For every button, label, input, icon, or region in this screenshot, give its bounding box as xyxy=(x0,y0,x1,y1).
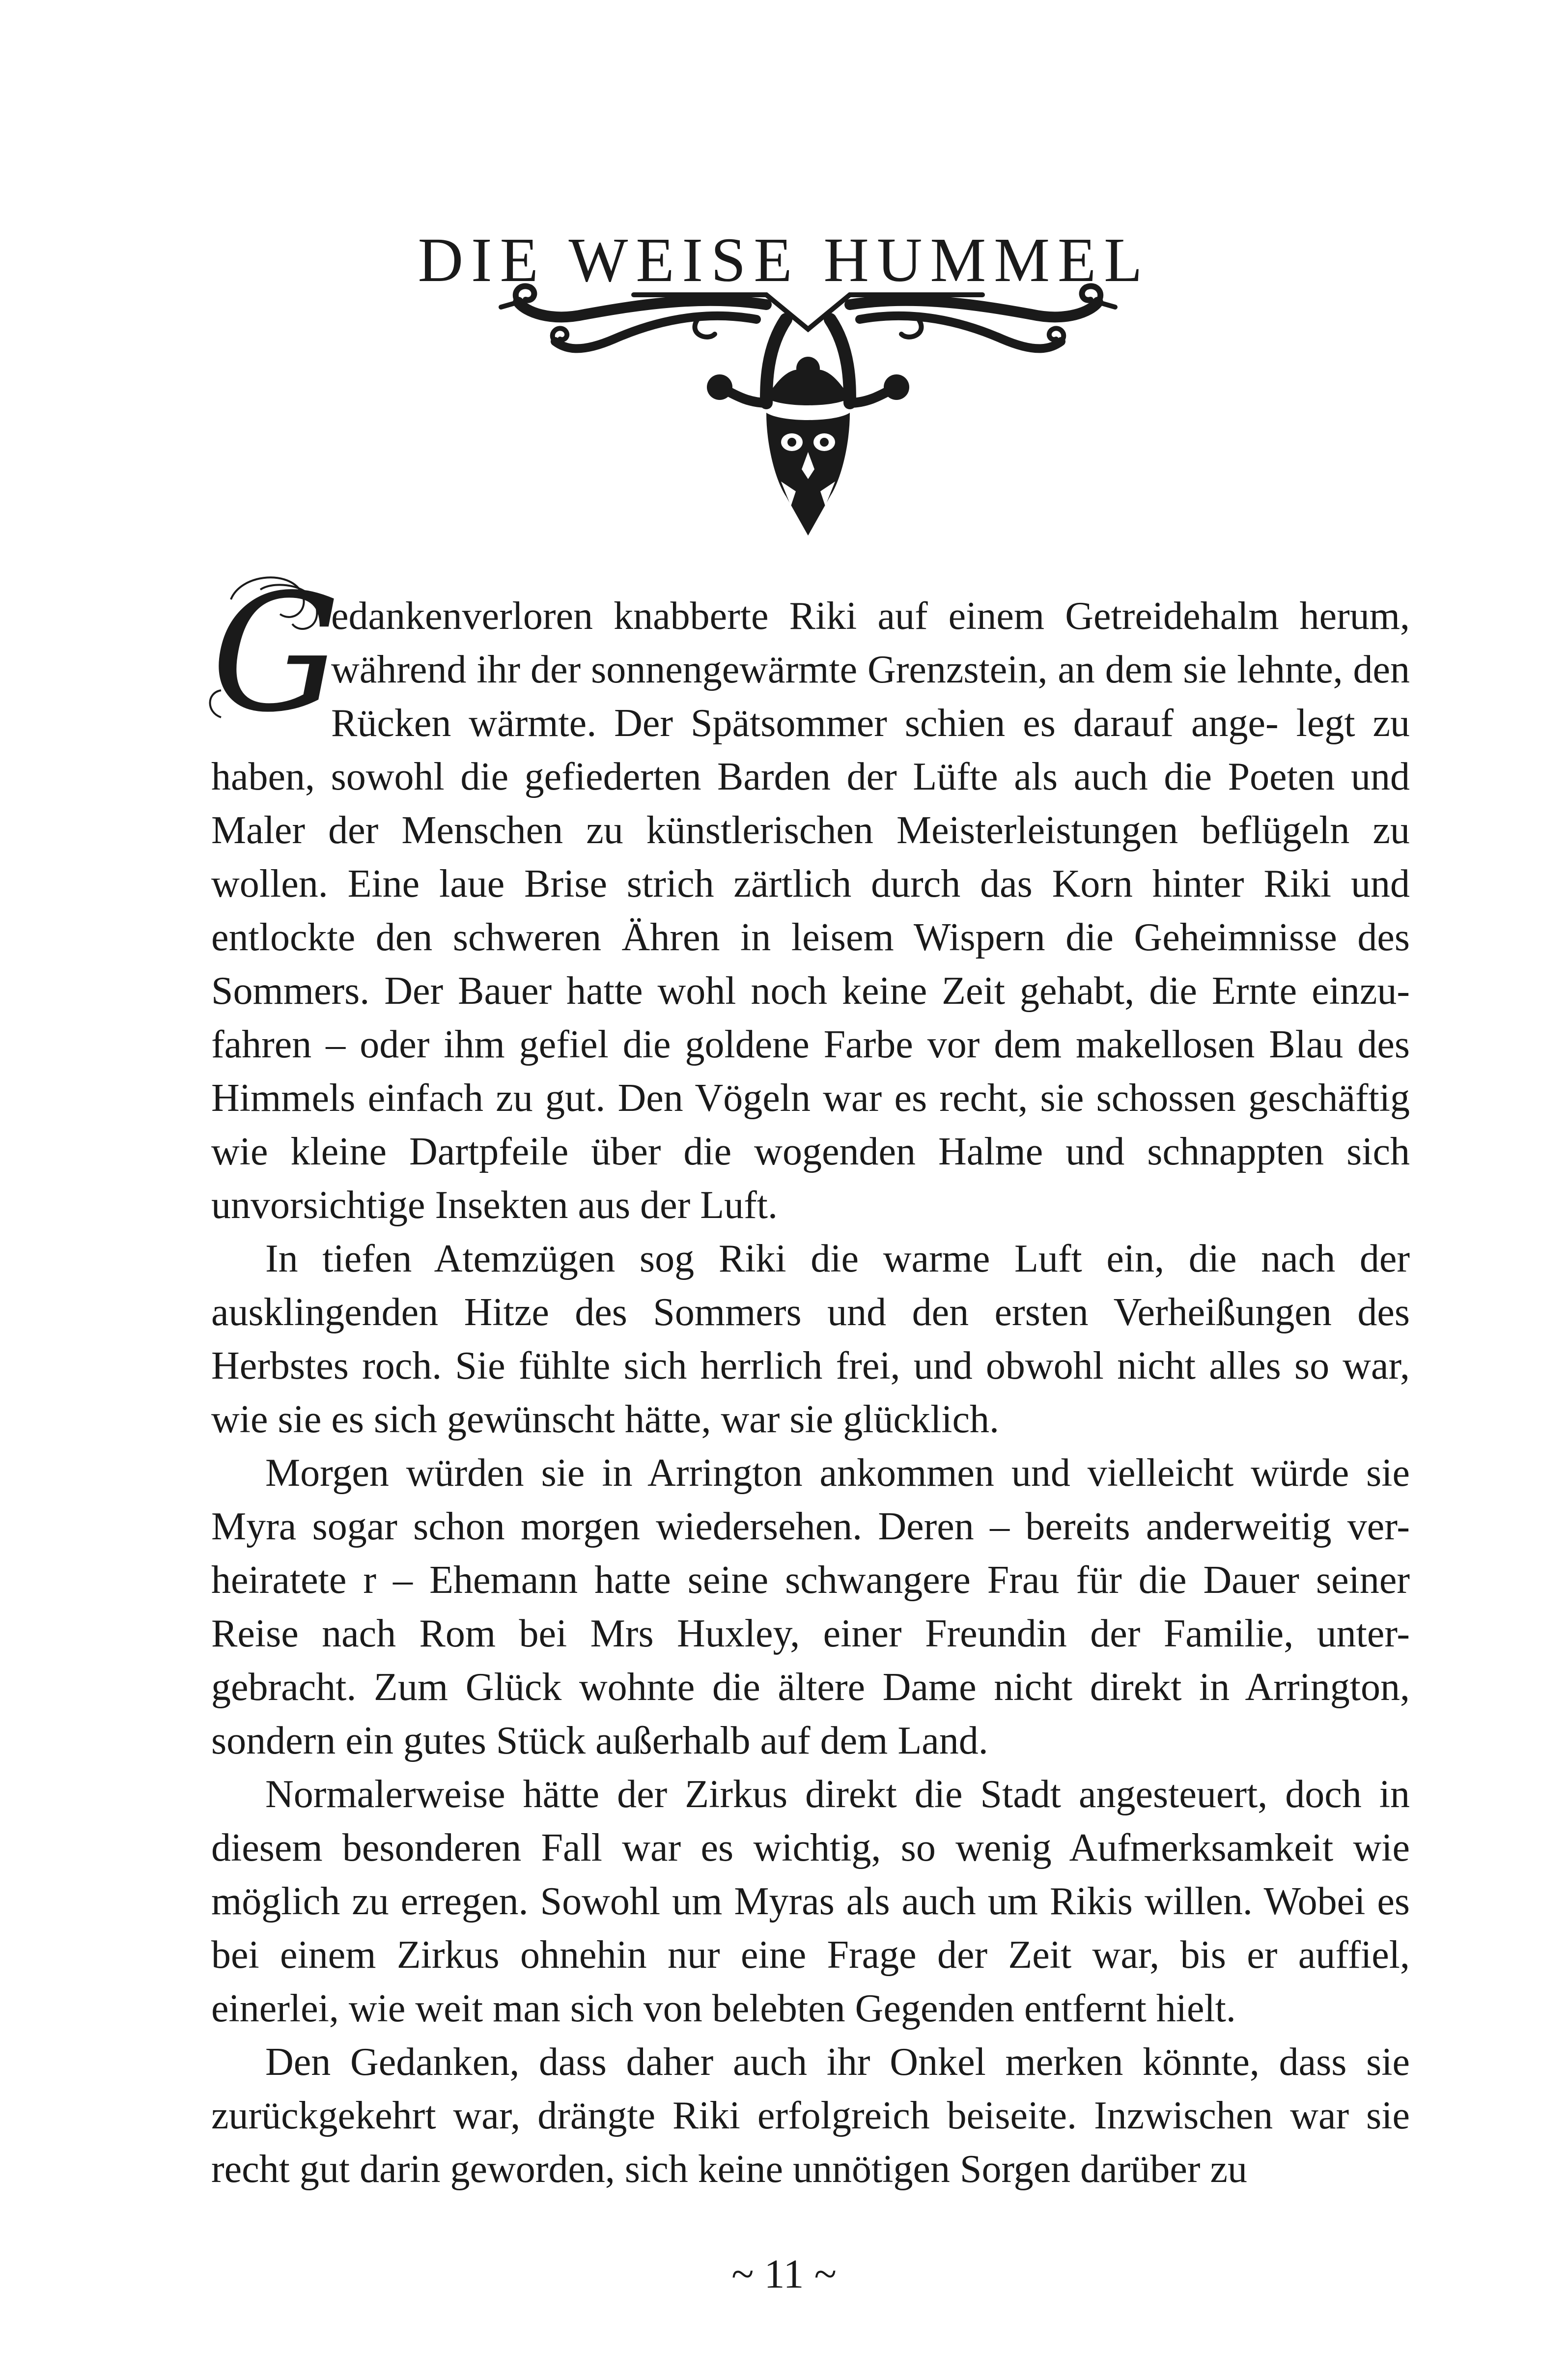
paragraph-1 xyxy=(211,559,1410,1232)
page-number: ~ 11 ~ xyxy=(731,2251,837,2297)
drop-cap xyxy=(201,559,341,748)
paragraph-3: Morgen würden sie in Arrington ankommen und vielleicht würde sie Myra sogar schon morgen wiedersehen. Deren – bereits anderweitig ver- heiratete r – Ehemann hatte seine schwangere Frau für die Dauer seiner Reise nach Rom bei Mrs Huxley, einer Freundin der Familie, unter- gebracht. Zum Glück wohnte die ältere Dame nicht direkt in Arrington, sondern ein gutes Stück außerhalb auf dem Land. xyxy=(211,1451,1410,1762)
paragraph-text: edankenverloren knabberte Riki auf einem Getreidehalm herum, während ihr der sonnengewärmte Grenzstein, an dem sie lehnte, den Rücken wärmte. Der Spätsommer schien es darauf ange- legt zu haben, sowohl die gefiederten Barden der Lüfte als auch die Poeten und Maler der Menschen zu künstlerischen Meisterleistungen beflügeln zu wollen. Eine laue Brise strich zärtlich durch das Korn hinter Riki und entlockte den schweren Ähren in leisem Wispern die Geheimnisse des Sommers. Der Bauer hatte wohl noch keine Zeit gehabt, die Ernte einzu- fahren – oder ihm gefiel die goldene Farbe vor dem makellosen Blau des Himmels einfach zu gut. Den Vögeln war es recht, sie schossen geschäftig wie kleine Dartpfeile über die wogenden Halme und schnappten sich unvorsichtige Insekten aus der Luft. xyxy=(211,595,1410,1227)
chapter-body xyxy=(211,559,1410,2196)
paragraph-4: Normalerweise hätte der Zirkus direkt die Stadt angesteuert, doch in diesem besonderen Fall war es wichtig, so wenig Aufmerksamkeit wie möglich zu erregen. Sowohl um Myras als auch um Rikis willen. Wobei es bei einem Zirkus ohnehin nur eine Frage der Zeit war, bis er auffiel, einerlei, wie weit man sich von belebten Gegenden entfernt hielt. xyxy=(211,1773,1410,2030)
chapter-title: DIE WEISE HUMMEL xyxy=(418,225,1150,295)
paragraph-2: In tiefen Atemzügen sog Riki die warme Luft ein, die nach der ausklingenden Hitze des Sommers und den ersten Verheißungen des Herbstes roch. Sie fühlte sich herrlich frei, und obwohl nicht alles so war, wie sie es sich gewünscht hätte, war sie glücklich. xyxy=(211,1237,1410,1441)
drop-cap-letter: G xyxy=(211,559,341,748)
paragraph-5: Den Gedanken, dass daher auch ihr Onkel merken könnte, dass sie zurückgekehrt war, drängte Riki erfolgreich beiseite. Inzwischen war sie recht gut darin geworden, sich keine unnötigen Sorgen darüber zu xyxy=(211,2040,1410,2191)
jester-owl-ornament-icon xyxy=(491,275,1125,550)
